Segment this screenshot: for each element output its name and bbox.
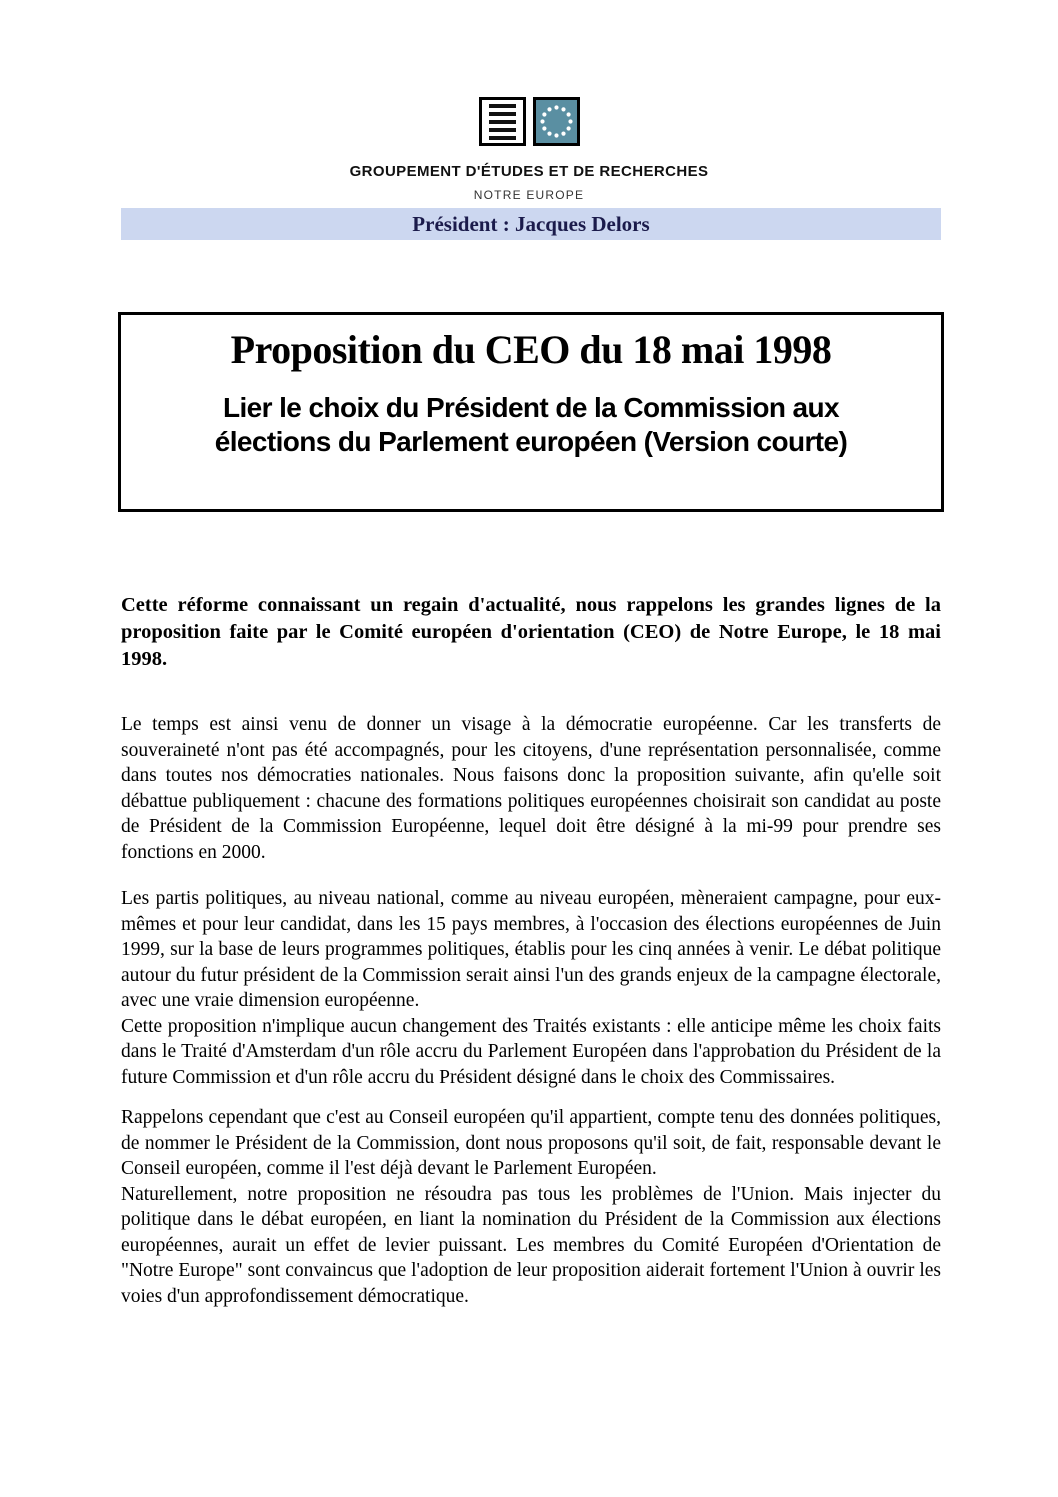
document-subtitle-line2: élections du Parlement européen (Version courte) bbox=[214, 426, 848, 457]
body-paragraph: Rappelons cependant que c'est au Conseil européen qu'il appartient, compte tenu des données politiques, de nommer le Président de la Commission, dont nous proposons qu'il soit, de fait, responsable devant le Conseil européen, comme il l'est déjà devant le Parlement Européen. bbox=[121, 1107, 941, 1179]
header-logo-row bbox=[0, 0, 1058, 146]
eu-stars-logo-icon bbox=[533, 97, 580, 146]
logo-bar bbox=[489, 136, 516, 140]
document-body bbox=[121, 592, 941, 1309]
body-paragraph: Le temps est ainsi venu de donner un visage à la démocratie européenne. Car les transferts de souveraineté n'ont pas été accompagnés, pour les citoyens, d'une représentation personnalisée, comme dans toutes nos démocraties nationales. Nous faisons donc la proposition suivante, afin qu'elle soit débattue publiquement : chacune des formations politiques européennes choisirait son candidat au poste de Président de la Commission Européenne, lequel doit être désigné à la mi-99 pour prendre ses fonctions en 2000. bbox=[121, 714, 941, 863]
document-subtitle bbox=[121, 391, 941, 459]
organization-name: GROUPEMENT D'ÉTUDES ET DE RECHERCHES bbox=[349, 163, 709, 180]
document-subtitle-line1: Lier le choix du Président de la Commission aux bbox=[223, 392, 839, 423]
body-paragraph: Les partis politiques, au niveau national, comme au niveau européen, mèneraient campagne, pour eux-mêmes et pour leur candidat, dans les 15 pays membres, à l'occasion des élections européennes de Juin 1999, sur la base de leurs programmes politiques, établis pour les cinq années à venir. Le débat politique autour du futur président de la Commission serait ainsi l'un des grands enjeux de la campagne électorale, avec une vraie dimension européenne. bbox=[121, 888, 941, 1011]
organization-subtitle: NOTRE EUROPE bbox=[473, 188, 585, 202]
logo-bar bbox=[489, 128, 516, 132]
president-bar bbox=[121, 208, 941, 240]
document-lines-logo-icon bbox=[479, 97, 526, 146]
document-title: Proposition du CEO du 18 mai 1998 bbox=[230, 327, 832, 372]
body-paragraph: Cette proposition n'implique aucun changement des Traités existants : elle anticipe même les choix faits dans le Traité d'Amsterdam d'un rôle accru du Parlement Européen dans l'approbation du Président de la future Commission et d'un rôle accru du Président désigné dans le choix des Commissaires. bbox=[121, 1015, 941, 1088]
logo-bar bbox=[489, 104, 516, 108]
intro-paragraph: Cette réforme connaissant un regain d'actualité, nous rappelons les grandes lignes de la proposition faite par le Comité européen d'orientation (CEO) de Notre Europe, le 18 mai 1998. bbox=[121, 594, 941, 670]
logo-bar bbox=[489, 112, 516, 116]
body-paragraph: Naturellement, notre proposition ne résoudra pas tous les problèmes de l'Union. Mais injecter du politique dans le débat européen, en liant la nomination du Président de la Commission aux élections européennes, aurait un effet de levier puissant. Les membres du Comité Européen d'Orientation de "Notre Europe" sont convaincus que l'adoption de leur proposition aiderait fortement l'Union à ouvrir les voies d'un approfondissement démocratique. bbox=[121, 1183, 941, 1307]
title-box bbox=[118, 312, 944, 512]
president-bar-text: Président : Jacques Delors bbox=[412, 211, 650, 236]
logo-bar bbox=[489, 120, 516, 124]
